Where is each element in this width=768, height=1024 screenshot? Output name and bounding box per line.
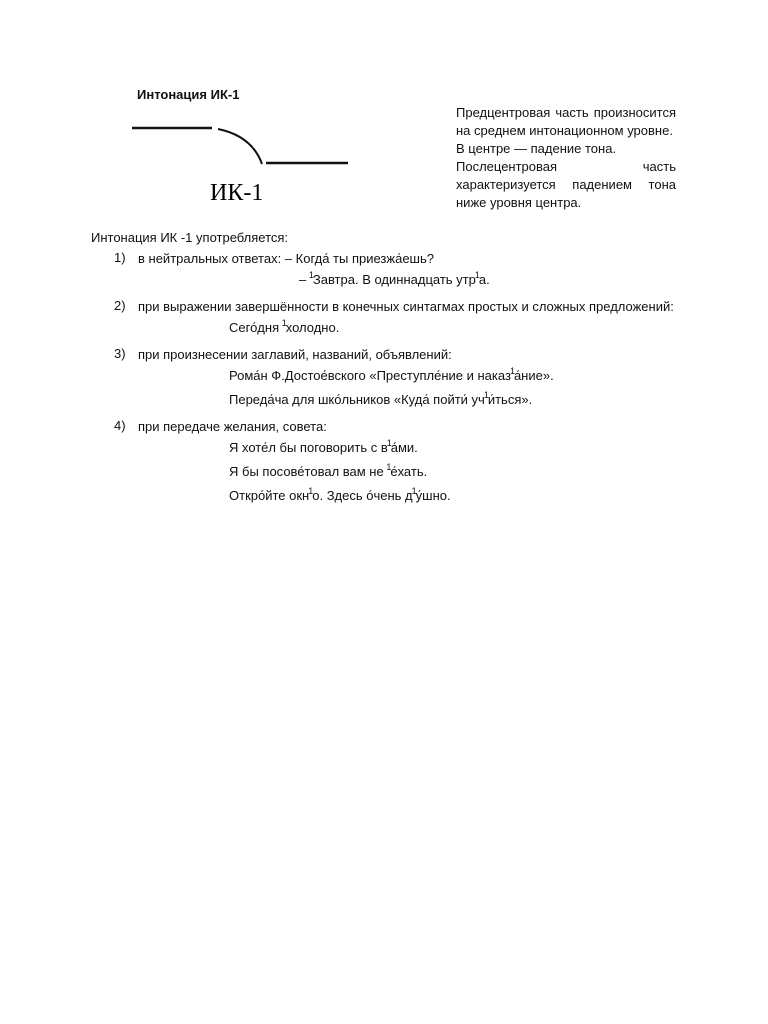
example-sentence: Я бы посове́товал вам не $^1$е́хать.	[229, 462, 428, 479]
diagram-label: ИК-1	[210, 180, 264, 206]
item-number: 3)	[114, 346, 126, 361]
example-sentence: Сего́дня $^1$холодно.	[229, 318, 340, 335]
item-number: 1)	[114, 250, 126, 265]
item-lead: в нейтральных ответах: – Когда́ ты приезжа́ешь?	[138, 251, 434, 266]
usage-list	[114, 250, 676, 514]
intonation-center-mark: 1	[281, 318, 287, 328]
item-lead: при передаче желания, совета:	[138, 419, 327, 434]
section-heading: Интонация ИК-1	[137, 87, 240, 102]
list-item	[114, 418, 676, 508]
description-line: В центре — падение тона.	[456, 141, 617, 156]
item-lead: при произнесении заглавий, названий, объявлений:	[138, 347, 452, 362]
intonation-center-mark: 1	[411, 486, 417, 496]
item-number: 2)	[114, 298, 126, 313]
item-lead: при выражении завершённости в конечных синтагмах простых и сложных предложений:	[138, 299, 674, 314]
intonation-center-mark: 1	[509, 366, 515, 376]
example-sentence: Откро́йте окн$^1$о. Здесь о́чень $д^1у́шно$.	[229, 486, 451, 503]
description-line: Послецентровая часть характеризуется падением тона ниже уровня центра.	[456, 159, 676, 210]
intonation-diagram	[128, 112, 358, 207]
list-item	[114, 250, 676, 292]
description-line: Предцентровая часть произносится на среднем интонационном уровне.	[456, 105, 676, 138]
intonation-center-mark: 1	[308, 486, 314, 496]
usage-intro: Интонация ИК -1 употребляется:	[91, 230, 289, 245]
tone-fall-curve	[218, 129, 262, 164]
list-item	[114, 298, 676, 340]
intonation-center-mark: 1	[308, 270, 314, 280]
list-item	[114, 346, 676, 412]
item-number: 4)	[114, 418, 126, 433]
example-sentence: Я хоте́л бы поговорить с $в^1а́ми$.	[229, 438, 418, 455]
intonation-center-mark: 1	[483, 390, 489, 400]
intonation-center-mark: 1	[474, 270, 480, 280]
intonation-center-mark: 1	[386, 438, 392, 448]
ik1-description	[456, 104, 676, 212]
intonation-center-mark: 1	[386, 462, 392, 472]
example-sentence: Переда́ча для шко́льников «Куда́ пойти́ $уч^1и́ться$».	[229, 390, 533, 407]
example-sentence: – $^1$Завтра. В одиннадцать утр$^1$а.	[299, 270, 490, 287]
example-sentence: Рома́н Ф.Достое́вского «Преступле́ние и наказ$^1$а́ние».	[229, 366, 554, 383]
